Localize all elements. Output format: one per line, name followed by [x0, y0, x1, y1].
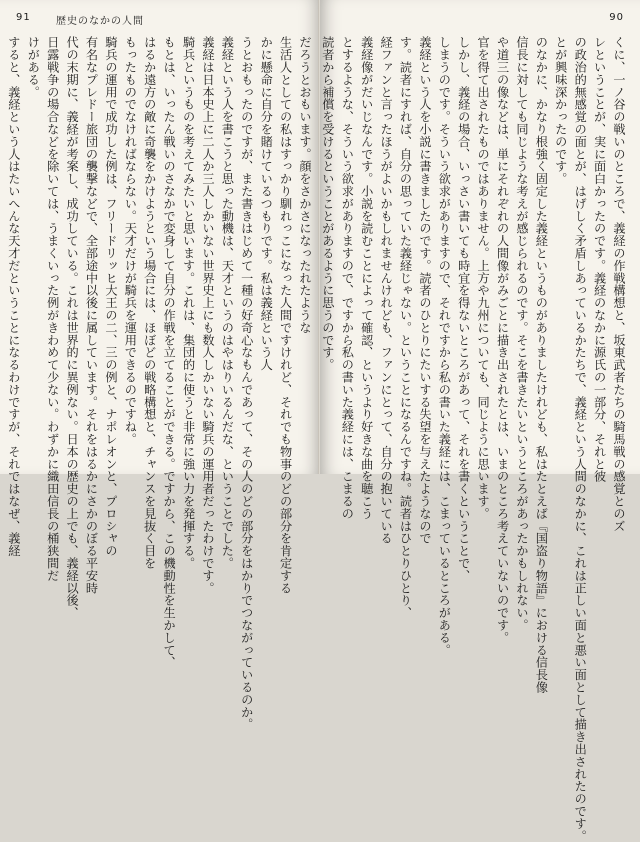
body-line: しかし、義経の場合、いっさい書いても時宜を得ないところがあって、それを書くということで、	[456, 36, 471, 582]
body-line: 読者から補償を受けるということがあるように思うのです。	[320, 36, 335, 371]
body-line: 義経という人を小説に書きましたのです。読者のひとりにたいする失望を与えたようなので	[417, 36, 432, 545]
body-line: の政治的無感覚の面とが、はげしく矛盾しあっているかたちで、義経という人間のなかに、これは正しい面と悪い面として描き出されたのです。	[573, 36, 588, 842]
left-page	[0, 0, 320, 731]
body-line: すると、義経という人はたいへんな天才だということになるわけですが、それではなぜ、義経	[6, 36, 21, 557]
body-line: けがある。	[26, 36, 41, 98]
right-page	[320, 0, 640, 842]
body-line: 日露戦争の場合などを除いては、うまくいった例がきわめて少ない。わずかに織田信長の桶狭間だ	[45, 36, 60, 582]
body-line: 有名なプレドー旅団の襲撃などで、全部途中以後に属しています。それをはるかにさかのぼる平安時	[84, 36, 99, 594]
body-line: 義経という人を書こうと思った動機は、天才というのはやはりいるんだな、ということでした。	[220, 36, 235, 570]
right-page-body	[320, 36, 628, 842]
body-line: はるか遠方の敵に奇襲をかけようという場合には、ほぼどの戦略構想と、チャンスを見抜く目を	[142, 36, 157, 570]
running-head: 歴史のなかの人間	[56, 16, 144, 27]
body-line: レということが、実に面白かったのです。義経のなかに源氏の一部分、それと彼	[592, 36, 607, 483]
left-page-number: 91	[16, 12, 31, 23]
body-line: のなかに、かなり根強く固定した義経というものがありましたけれども、私はたとえば『国盗り物語』における信長像	[534, 36, 549, 694]
body-line: 義経は日本史上に二人か三人しかいない世界史上にも数人しかいない騎兵の運用者だったわけです。	[200, 36, 215, 594]
body-line: 官を得て出されたものではありません。上方や九州についても、同じように思います。	[476, 36, 491, 520]
body-line: や道三の像などは、単にそれぞれの人間像がみごとに描き出されたとは、いまのところ考えていないのです。	[495, 36, 510, 644]
body-line: うとおもったのですが、また書きはじめて一種の好奇心なもんであって、その人のどの部分をはかりでつながっているのか。	[239, 36, 254, 731]
right-page-number: 90	[609, 12, 624, 23]
body-line: す。読者にすれば、自分の思っていた義経じゃない。ということになるんですね。読者はひとりひとり、	[398, 36, 413, 619]
body-line: 代の末期に、義経が考案し、成功している。これは世界的に異例ない。日本の歴史の上でも、義経以後、	[65, 36, 80, 619]
body-line: 騎兵というものを考えてみたいと思います。これは、集団的に使うと非常に強い力を発揮する。	[181, 36, 196, 570]
body-line: 生活人としての私はすっかり馴れっこになった人間ですけれど、それでも物事のどの部分を肯定する	[278, 36, 293, 594]
body-line: 経ファンと言ったほうがよいかもしれませんけれども、ファンにとって、自分の抱いている	[379, 36, 394, 545]
body-line: 信長に対しても同じような考えが感じられるのです。そこを書きたいというところがあったかもしれない。	[514, 36, 529, 632]
body-line: しまうのです。そういう欲求がありますので、それですから私の書いた義経には、こまっているところがある。	[437, 36, 452, 656]
body-line: もとは、いったん戦いのさなかで変身して自分の作戦を立てることができる。ですから、この機動性を生かして、	[162, 36, 177, 669]
body-line: とするような、そういう欲求がありますので、ですから私の書いた義経には、こまるの	[340, 36, 355, 520]
body-line: だろうとおもいます。顔をさかさになったれたような	[298, 36, 312, 334]
body-line: 騎兵の運用で成功した例は、フリードリッヒ大王の二、三の例と、ナポレオンと、プロシャの	[103, 36, 118, 557]
body-line: 義経像がだいじなんです。小説を読むことによって確認、というより好きな曲を聴こう	[359, 36, 374, 520]
body-line: もったものでなければならない。天才だけが騎兵を運用できるのですね。	[123, 36, 138, 446]
left-page-body	[6, 36, 314, 731]
body-line: くに、一ノ谷の戦いのところで、義経の作戦構想と、坂東武者たちの騎馬戦の感覚とのズ	[612, 36, 626, 532]
body-line: かに懸命に自分を賭けているつもりです。私は義経という人	[259, 36, 274, 371]
body-line: とが興味深かったのです。	[553, 36, 568, 185]
